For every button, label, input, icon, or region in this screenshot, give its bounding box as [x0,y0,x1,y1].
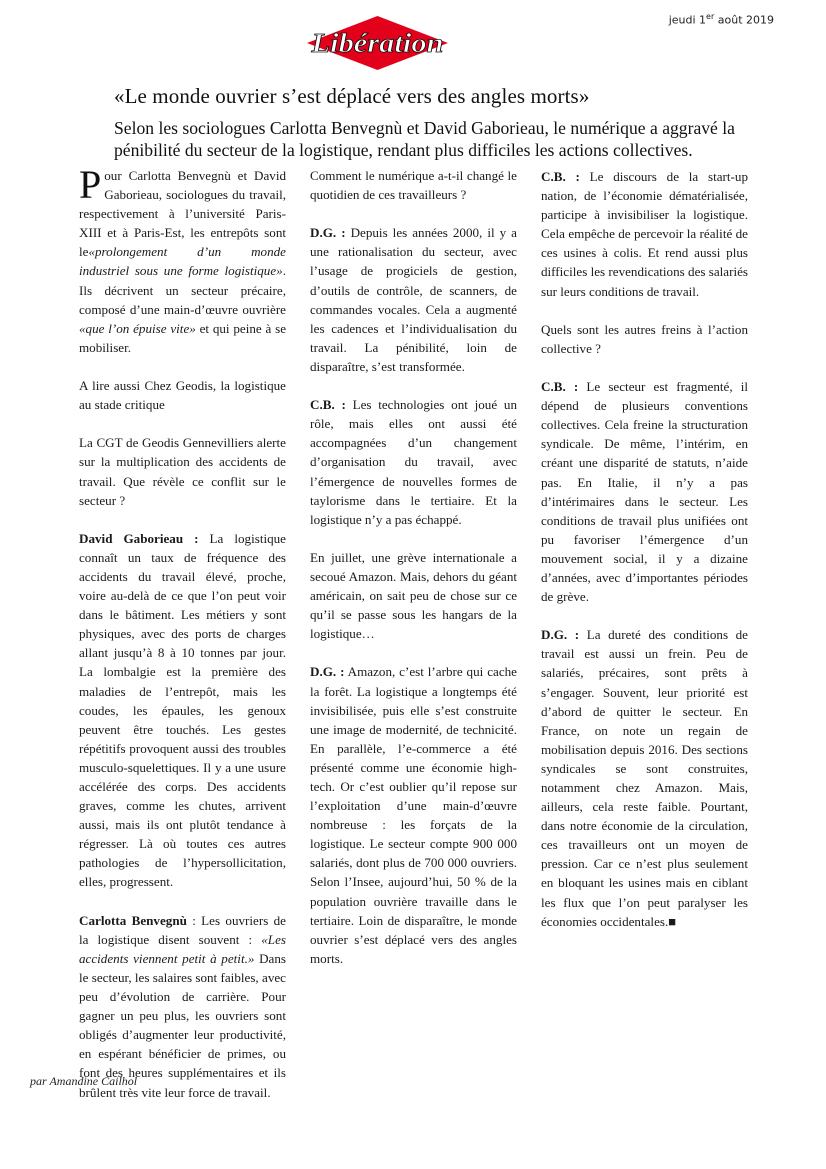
interview-question: Comment le numérique a-t-il changé le quotidien de ces travailleurs ? [310,168,517,203]
interview-answer: D.G. : Amazon, c’est l’arbre qui cache la forêt. La logistique a longtemps été invisibilisée, puis elle s’est construite une image de modernité, de technicité. En parallèle, l’e-commerce a été présenté comme une économie high-tech. Or c’est oublier qu’il repose sur l’exploitation d’une main-d’œuvre nombreuse : les forçats de la logistique. Le secteur compte 900 000 salariés, dont plus de 700 000 ouvriers. Selon l’Insee, aujourd’hui, 50 % de la population ouvrière travaille dans le tertiaire. Loin de disparaître, le monde ouvrier s’est déplacé vers des angles morts. [310,664,517,966]
interview-answer: D.G. : La dureté des conditions de travail est aussi un frein. Peu de salariés, précaires, sont prêts à s’engager. Souvent, leur priorité est d’abord de quitter le secteur. En France, on note un regain de mobilisation depuis 2016. Des sections syndicales se sont construites, notamment chez Amazon. Mais, ailleurs, cela reste faible. Pourtant, dans notre économie de la circulation, ces travailleurs ont un moyen de pression. Car ce n’est plus seulement en bloquant les usines mais en ciblant les flux que l’on peut paralyser les économies occidentales.■ [541,627,748,929]
end-mark: ■ [668,913,677,929]
interview-answer: David Gaborieau : La logistique connaît un taux de fréquence des accidents du travail élevé, proche, voire au-delà de ce que l’on peut voir dans le bâtiment. Les métiers y sont physiques, avec des ports de charges allant jusqu’à 8 à 10 tonnes par jour. La lombalgie est la première des maladies de l’entrepôt, mais les coudes, les épaules, les genoux peuvent être touchés. Les gestes répétitifs provoquent aussi des troubles musculo-squelettiques. Il y a une usure accélérée des corps. Des accidents graves, comme les chutes, arrivent aussi, mais ils ont plutôt tendance à régresser. Là où toutes ces autres pathologies de l’hypersollicitation, elles, progressent. [79,530,286,890]
publication-date: jeudi 1er août 2019 [668,12,774,27]
date-superscript: er [706,12,715,21]
article-subtitle: Selon les sociologues Carlotta Benvegnù et David Gaborieau, le numérique a aggravé la pénibilité du secteur de la logistique, rendant plus difficiles les actions collectives. [114,118,735,160]
liberation-logo [305,14,450,72]
byline: par Amandine Cailhol [30,1074,138,1088]
article-column-3 [541,167,748,950]
speaker-name: C.B. : [541,379,579,395]
speaker-name: D.G. : [310,225,346,241]
interview-answer: Carlotta Benvegnù : Les ouvriers de la logistique disent souvent : «Les accidents viennent petit à petit.» Dans le secteur, les salaires sont faibles, avec peu d’évolution de carrière. Pour gagner un peu plus, les ouvriers sont obligés d’augmenter leur productivité, en espérant bénéficier de primes, ou font des heures supplémentaires et ils brûlent très vite leur force de travail. [79,912,286,1100]
interview-question: En juillet, une grève internationale a secoué Amazon. Mais, dehors du géant américain, on sait peu de chose sur ce qu’il se passe sous les hangars de la logistique… [310,549,517,642]
intro-paragraph: Pour Carlotta Benvegnù et David Gaborieau, sociologues du travail, respectivement à l’université Paris-XIII et à Paris-Est, les entrepôts sont le«prolongement d’un monde industriel sous une forme logistique». Ils décrivent un secteur précaire, composé d’une main-d’œuvre ouvrière «que l’on épuise vite» et qui peine à se mobiliser. [79,162,287,355]
related-article-link[interactable]: A lire aussi Chez Geodis, la logistique au stade critique [79,378,286,413]
article-title: «Le monde ouvrier s’est déplacé vers des angles morts» [114,84,590,108]
interview-answer: C.B. : Le discours de la start-up nation, de l’économie dématérialisée, participe à invisibiliser la logistique. Cela empêche de percevoir la réalité de ces usines à colis. Et rend aussi plus difficiles les revendications des salariés sur leurs conditions de travail. [541,169,749,299]
interview-answer: C.B. : Le secteur est fragmenté, il dépend de plusieurs conventions collectives. Cela freine la structuration syndicale. De même, l’intérim, en créant une disparité de statuts, n’aide pas. En Italie, il n’y a pas d’intérimaires dans le secteur. Les conditions de travail plus unifiées ont pu favoriser l’émergence d’un mouvement social, il y a dizaine d’années, avec d’importantes périodes de grève. [541,379,749,605]
drop-cap: P [79,162,102,207]
article-column-1 [79,162,287,1121]
logo-wordmark: Libération [310,28,444,58]
interview-question: Quels sont les autres freins à l’action collective ? [541,321,748,356]
speaker-name: C.B. : [541,169,580,184]
speaker-name: D.G. : [541,627,580,643]
interview-question: La CGT de Geodis Gennevilliers alerte sur la multiplication des accidents de travail. Que révèle ce conflit sur le secteur ? [79,435,286,508]
interview-answer: C.B. : Les technologies ont joué un rôle, mais elles ont aussi été accompagnées d’un changement d’organisation du travail, avec l’émergence de nouvelles formes de taylorisme dans le tertiaire. Et la logistique n’y a pas échappé. [310,397,517,527]
speaker-name: David Gaborieau : [79,530,199,546]
speaker-name: C.B. : [310,397,346,413]
speaker-name: Carlotta Benvegnù [79,912,187,928]
speaker-name: D.G. : [310,664,345,680]
article-column-2 [310,166,517,987]
interview-answer: D.G. : Depuis les années 2000, il y a une rationalisation du secteur, avec l’usage de progiciels de gestion, d’outils de contrôle, de scanners, de commandes vocales. Cela a augmenté les cadences et l’individualisation du travail. La pénibilité, loin de disparaître, s’est transformée. [310,225,517,374]
